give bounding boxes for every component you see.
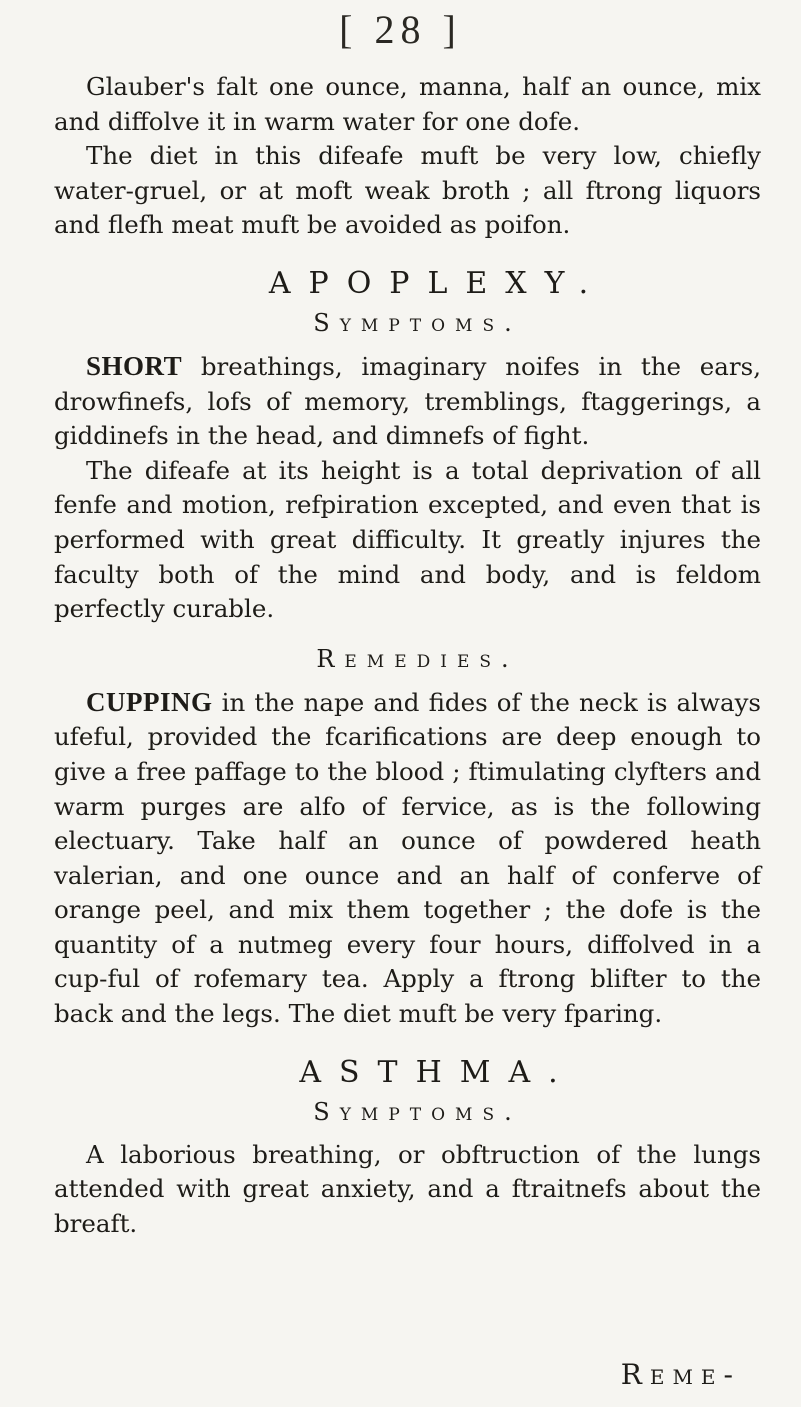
paragraph-text: in the nape and fides of the neck is always ufeful, provided the fcarifications are deep enough to give a free paffage to the blood ; ftimulating clyfters and warm purges are alfo of fervice, as is the following electuary. Take half an ounce of powdered heath valerian, and one ounce and an half of conferve of orange peel, and mix them together ; the dofe is the quantity of a nutmeg every four hours, diffolved in a cup-ful of rofemary tea. Apply a ftrong blifter to the back and the legs. The diet muft be very fparing.	[54, 687, 761, 1029]
paragraph-glaubers-salt: Glauber's falt one ounce, manna, half an ounce, mix and diffolve it in warm water for one dofe.	[54, 72, 761, 136]
paragraph-asthma-symptoms: A laborious breathing, or obftruction of the lungs attended with great anxiety, and a ftraitnefs about the breaft.	[54, 1139, 761, 1238]
catchword: Reme-	[620, 1358, 741, 1391]
page-body	[54, 70, 761, 1241]
lead-word: CUPPING	[86, 686, 213, 717]
subheading-symptoms: Symptoms.	[313, 1097, 522, 1126]
subheading-remedies: Remedies.	[316, 644, 519, 673]
paragraph-apoplexy-description: The difeafe at its height is a total deprivation of all fenfe and motion, refpiration excepted, and even that is performed with great difficulty. It greatly injures the faculty both of the mind and body, and is feldom perfectly curable.	[54, 455, 761, 624]
subheading-symptoms: Symptoms.	[313, 308, 522, 337]
lead-word: SHORT	[86, 350, 183, 381]
paragraph-apoplexy-symptoms	[54, 349, 761, 454]
paragraph-diet: The diet in this difeafe muft be very low, chiefly water-gruel, or at moft weak broth ; all ftrong liquors and flefh meat muft be avoided as poifon.	[54, 141, 761, 240]
page-number: [ 28 ]	[339, 7, 462, 52]
paragraph-apoplexy-remedies	[54, 685, 761, 1032]
section-title-apoplexy: APOPLEXY.	[268, 265, 607, 301]
section-title-asthma: ASTHMA.	[299, 1054, 576, 1090]
paragraph-text: breathings, imaginary noifes in the ears, drowfinefs, lofs of memory, tremblings, ftaggerings, a giddinefs in the head, and dimnefs of fight.	[54, 351, 761, 451]
